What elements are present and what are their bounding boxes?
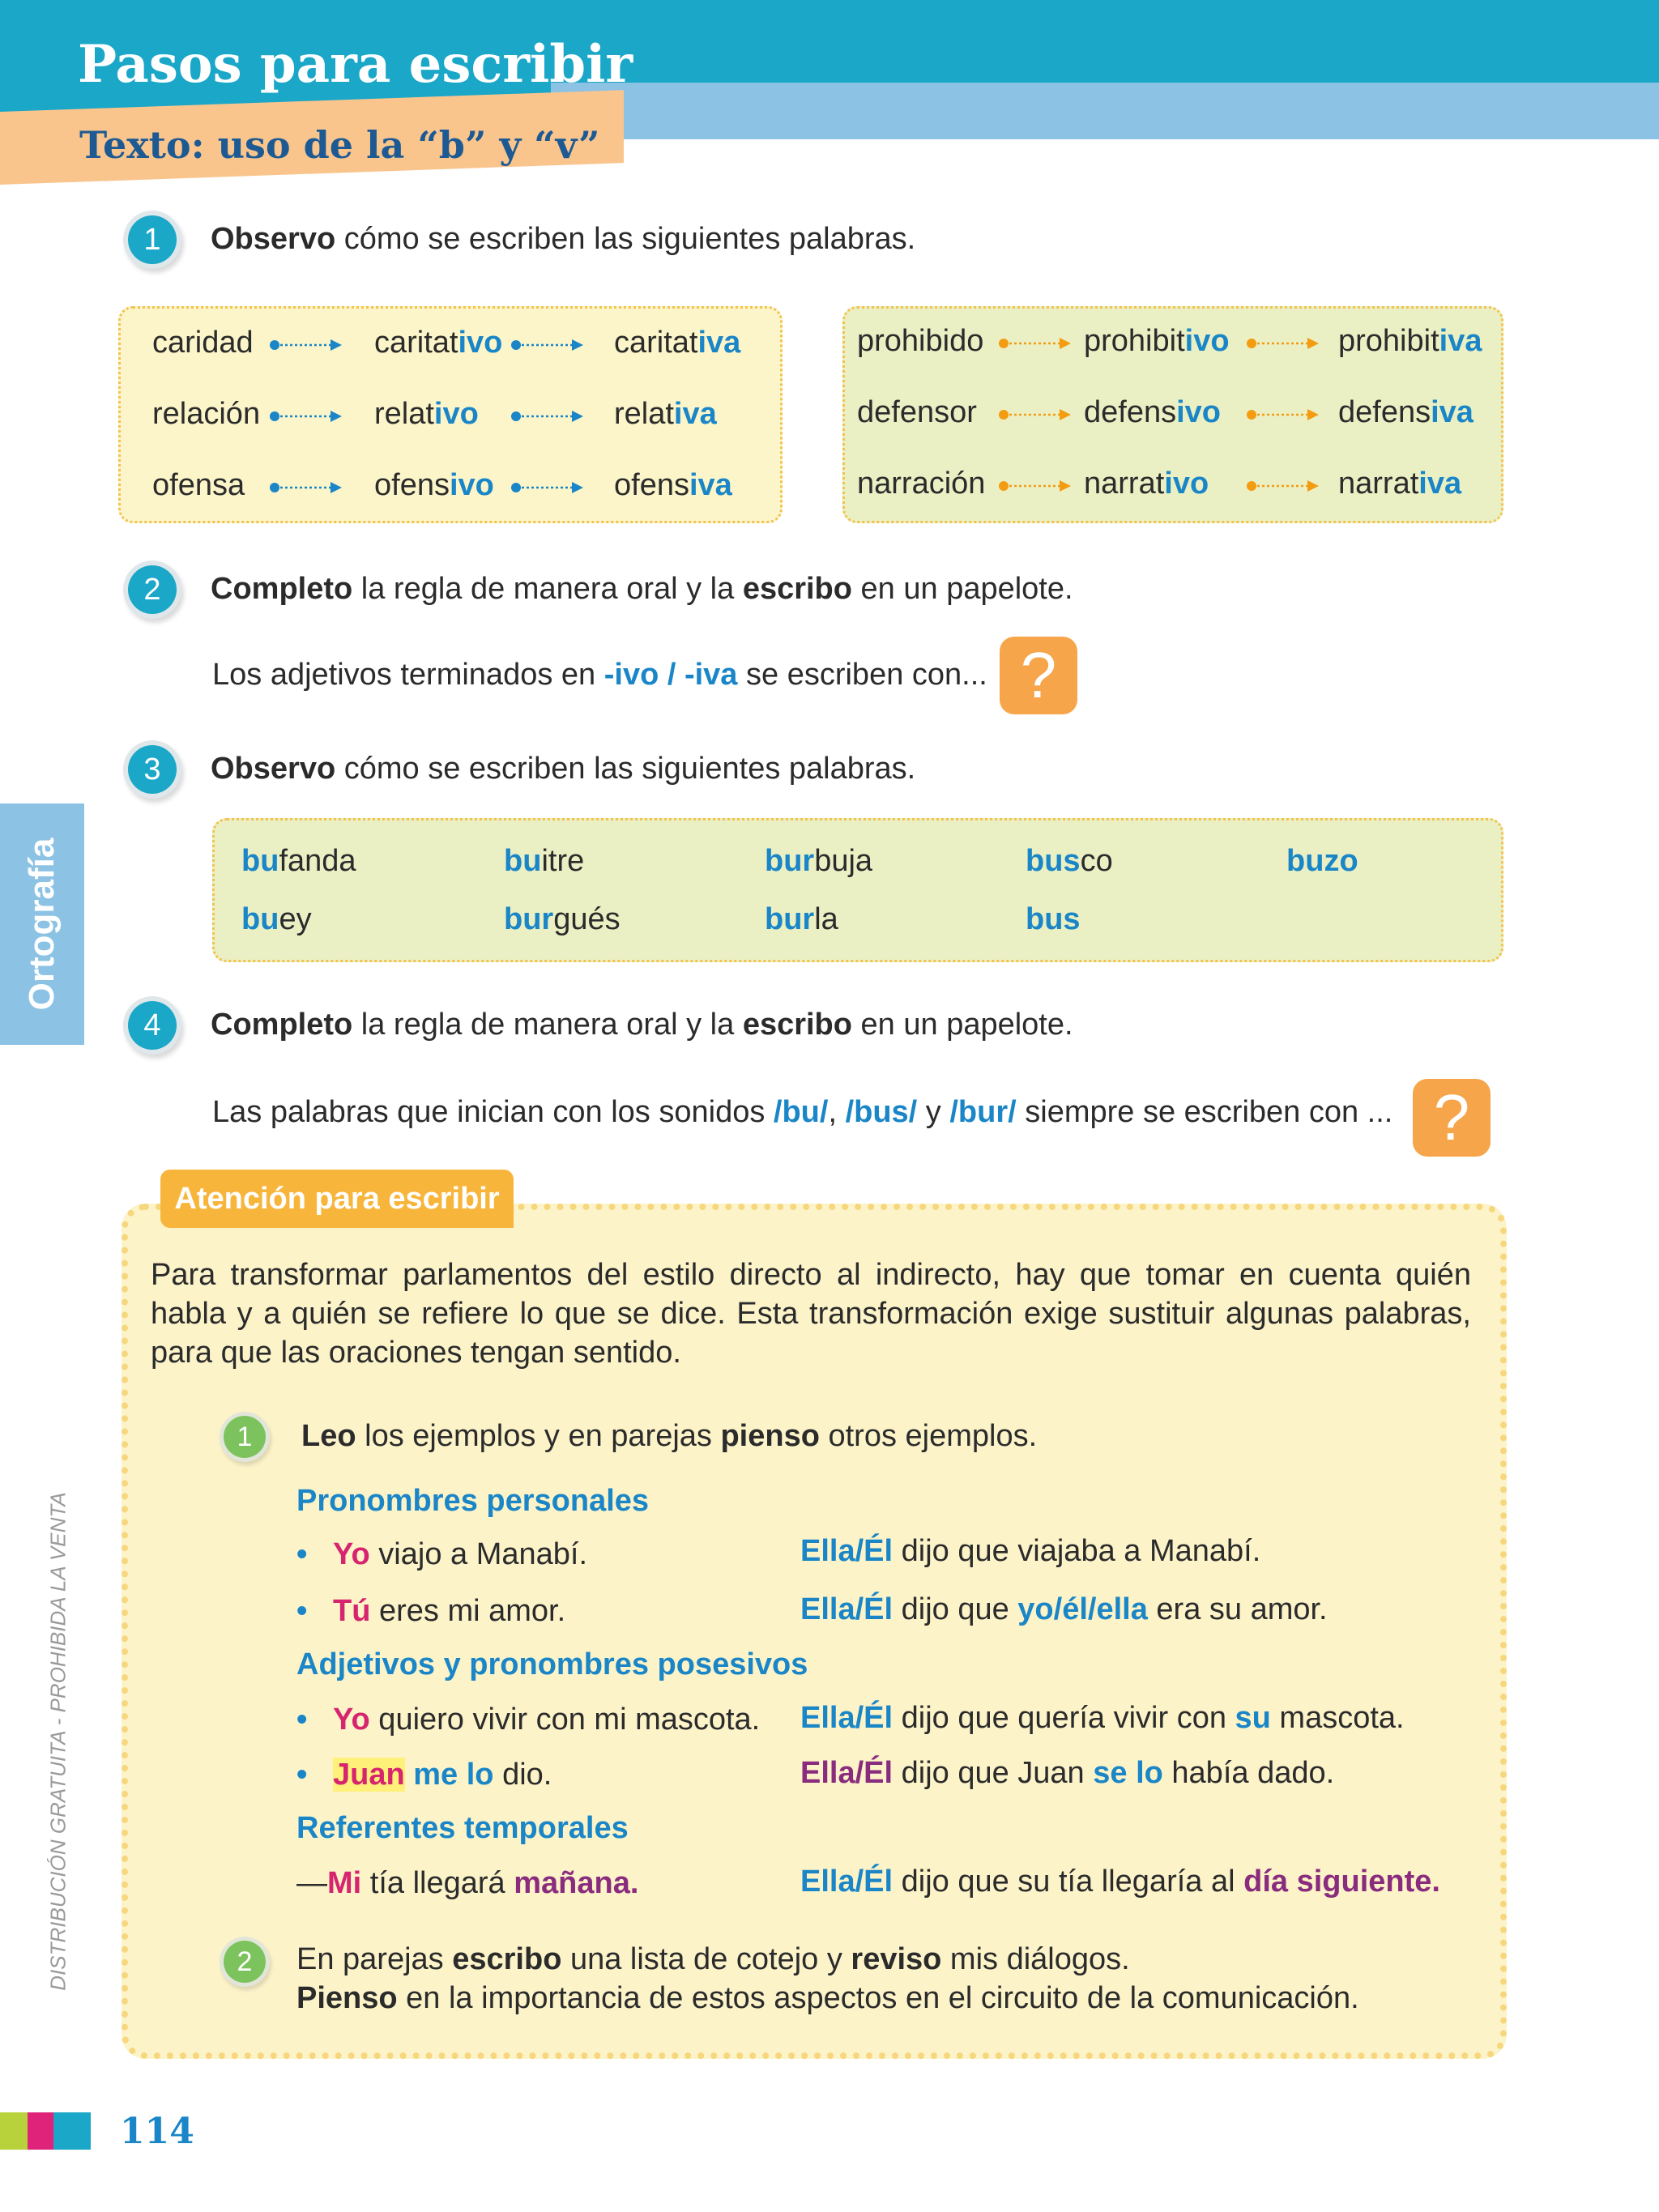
- example-indirect-2-text-b: era su amor.: [1147, 1592, 1328, 1626]
- word-stem: ofens: [374, 468, 450, 502]
- b-word: [1026, 844, 1113, 879]
- bullet: •: [296, 1758, 308, 1792]
- word-stem: prohibit: [1084, 324, 1185, 358]
- activity-2-text-1: una lista de cotejo y: [561, 1942, 851, 1976]
- step-number-4: 4: [128, 1001, 177, 1050]
- footer-stripe-pink: [28, 2112, 53, 2150]
- step-number-3: 3: [128, 745, 177, 794]
- step-2-text-1: la regla de manera oral y la: [352, 572, 743, 606]
- footer-stripe-blue: [53, 2112, 91, 2150]
- word-rest: la: [814, 902, 838, 936]
- rule-2-text-c: siempre se escriben con ...: [1016, 1095, 1393, 1129]
- box1-base-word: ofensa: [152, 468, 245, 502]
- time-manana: mañana.: [514, 1866, 639, 1900]
- box2-feminine-word: [1338, 324, 1482, 359]
- step-1-verb: Observo: [211, 222, 336, 256]
- example-direct-4-text: dio.: [493, 1758, 552, 1792]
- heading-referentes-temporales: Referentes temporales: [296, 1811, 629, 1845]
- rule-1-suffix: -ivo / -iva: [603, 658, 738, 692]
- step-number-2: 2: [128, 565, 177, 614]
- example-direct-1-text: viajo a Manabí.: [369, 1537, 588, 1571]
- ella-el: Ella/Él: [800, 1865, 893, 1899]
- pronoun-yo-el-ella: yo/él/ella: [1017, 1592, 1148, 1626]
- box2-feminine-word: [1338, 467, 1461, 501]
- side-tab-label: Ortografía: [22, 837, 62, 1011]
- step-3-instruction: [211, 752, 915, 786]
- word-rest: ey: [279, 902, 312, 936]
- time-dia-siguiente: día siguiente.: [1243, 1865, 1440, 1899]
- suffix-ivo: ivo: [1164, 467, 1209, 501]
- example-direct-5-text: tía llegará: [361, 1866, 514, 1900]
- example-indirect-5-text: dijo que su tía llegaría al: [893, 1865, 1244, 1899]
- box1-feminine-word: [614, 326, 740, 360]
- step-4-verb-1: Completo: [211, 1008, 353, 1042]
- word-stem: prohibit: [1338, 324, 1439, 358]
- b-prefix: bus: [1026, 844, 1081, 878]
- dotted-arrow-icon: [269, 479, 343, 496]
- b-word: [1286, 844, 1358, 879]
- step-2-instruction: [211, 572, 1073, 607]
- ella-el: Ella/Él: [800, 1756, 893, 1790]
- page-subtitle: Texto: uso de la “b” y “v”: [79, 123, 600, 167]
- word-stem: caritat: [374, 326, 458, 360]
- bullet: •: [296, 1703, 308, 1737]
- possessive-mi: Mi: [327, 1866, 362, 1900]
- suffix-ivo: ivo: [1184, 324, 1230, 358]
- dotted-arrow-icon: [998, 407, 1073, 423]
- suffix-iva: iva: [1431, 395, 1473, 429]
- bullet: •: [296, 1537, 308, 1571]
- example-direct-5: [296, 1866, 638, 1901]
- suffix-iva: iva: [697, 326, 741, 360]
- activity-number-1: 1: [224, 1416, 266, 1458]
- attention-tab: Atención para escribir: [160, 1170, 514, 1228]
- b-prefix: bur: [765, 902, 815, 936]
- box2-base-word: prohibido: [857, 324, 984, 358]
- rule-1-text-c: se escriben con...: [737, 658, 987, 692]
- step-3-text: cómo se escriben las siguientes palabras.: [335, 752, 916, 786]
- word-box-3: [212, 818, 1503, 962]
- word-stem: ofens: [614, 468, 689, 502]
- example-indirect-1: [800, 1534, 1260, 1569]
- box2-masculine-word: [1084, 467, 1209, 501]
- heading-adjetivos-posesivos: Adjetivos y pronombres posesivos: [296, 1647, 808, 1681]
- activity-2-line-1: [296, 1942, 1130, 1977]
- activity-1-text-1: los ejemplos y en parejas: [356, 1419, 721, 1453]
- dotted-arrow-icon: [510, 479, 585, 496]
- page-title: Pasos para escribir: [78, 34, 633, 95]
- b-prefix: bu: [504, 844, 542, 878]
- suffix-ivo: ivo: [449, 468, 494, 502]
- box2-feminine-word: [1338, 395, 1473, 430]
- dotted-arrow-icon: [1246, 478, 1320, 494]
- example-indirect-1-text: dijo que viajaba a Manabí.: [893, 1534, 1261, 1568]
- dash: —: [296, 1866, 327, 1900]
- activity-number-2: 2: [224, 1941, 266, 1983]
- b-word: [765, 844, 872, 879]
- b-prefix: bu: [241, 902, 279, 936]
- example-indirect-3-text-a: dijo que quería vivir con: [893, 1701, 1235, 1735]
- word-rest: zo: [1324, 844, 1358, 878]
- activity-1-text-2: otros ejemplos.: [819, 1419, 1038, 1453]
- dotted-arrow-icon: [269, 408, 343, 424]
- dotted-arrow-icon: [998, 335, 1073, 352]
- example-indirect-2-text-a: dijo que: [893, 1592, 1018, 1626]
- possessive-su: su: [1235, 1701, 1271, 1735]
- word-stem: defens: [1084, 395, 1177, 429]
- box2-masculine-word: [1084, 395, 1221, 430]
- box1-feminine-word: [614, 397, 717, 432]
- activity-2-line-2: [296, 1981, 1359, 2016]
- pronoun-lo: lo: [466, 1758, 494, 1792]
- name-juan: Juan: [333, 1758, 405, 1792]
- heading-pronombres-personales: Pronombres personales: [296, 1484, 650, 1518]
- box1-masculine-word: [374, 397, 479, 432]
- step-3-verb: Observo: [211, 752, 336, 786]
- step-2-verb-2: escribo: [742, 572, 852, 606]
- pronoun-yo: Yo: [333, 1537, 370, 1571]
- word-rest: itre: [541, 844, 585, 878]
- dotted-arrow-icon: [1246, 335, 1320, 352]
- rule-2-bu: /bu/: [773, 1095, 829, 1129]
- step-1-instruction: [211, 222, 915, 257]
- box1-feminine-word: [614, 468, 732, 503]
- box1-masculine-word: [374, 326, 502, 360]
- ella-el: Ella/Él: [800, 1701, 893, 1735]
- ella-el: Ella/Él: [800, 1534, 893, 1568]
- header-band-light: [551, 83, 1659, 139]
- footer-stripe-green: [0, 2112, 28, 2150]
- rule-2-bus: /bus/: [845, 1095, 918, 1129]
- b-prefix: bur: [765, 844, 815, 878]
- step-4-text-1: la regla de manera oral y la: [352, 1008, 743, 1042]
- word-stem: narrat: [1084, 467, 1165, 501]
- box1-base-word: relación: [152, 397, 261, 431]
- dotted-arrow-icon: [1246, 407, 1320, 423]
- b-prefix: bu: [241, 844, 279, 878]
- b-word: [241, 844, 356, 879]
- step-number-1: 1: [128, 215, 177, 264]
- word-stem: relat: [614, 397, 674, 431]
- box2-base-word: defensor: [857, 395, 977, 429]
- dotted-arrow-icon: [998, 478, 1073, 494]
- example-direct-2: [296, 1594, 565, 1629]
- step-4-text-2: en un papelote.: [851, 1008, 1073, 1042]
- b-prefix: bus: [1026, 902, 1081, 936]
- box2-base-word: narración: [857, 467, 986, 501]
- activity-2-verb-3: Pienso: [296, 1981, 398, 2015]
- example-indirect-4-text-b: había dado.: [1162, 1756, 1335, 1790]
- word-stem: caritat: [614, 326, 698, 360]
- question-mark-icon: ?: [1413, 1079, 1491, 1157]
- page-number: 114: [120, 2111, 194, 2152]
- example-indirect-3-text-b: mascota.: [1270, 1701, 1405, 1735]
- b-prefix: bur: [504, 902, 554, 936]
- suffix-iva: iva: [689, 468, 732, 502]
- rule-1-text-a: Los adjetivos terminados en: [212, 658, 604, 692]
- activity-2-text-0: En parejas: [296, 1942, 453, 1976]
- suffix-ivo: ivo: [1176, 395, 1221, 429]
- suffix-iva: iva: [673, 397, 717, 431]
- word-rest: fanda: [279, 844, 356, 878]
- example-direct-3-text: quiero vivir con mi mascota.: [369, 1703, 761, 1737]
- question-mark-icon: ?: [1000, 637, 1077, 714]
- rule-2-text-a: Las palabras que inician con los sonidos: [212, 1095, 774, 1129]
- step-2-text-2: en un papelote.: [851, 572, 1073, 606]
- example-indirect-3: [800, 1701, 1405, 1736]
- pronoun-me: me: [413, 1758, 458, 1792]
- pronoun-se-lo: se lo: [1093, 1756, 1163, 1790]
- activity-2-verb-2: reviso: [851, 1942, 942, 1976]
- attention-paragraph: Para transformar parlamentos del estilo directo al indirecto, hay que tomar en cuenta quién habla y a quién se refiere lo que se dice. Esta transformación exige sustituir algunas palabras, para que las oraciones tengan sentido.: [151, 1258, 1471, 1370]
- step-4-verb-2: escribo: [742, 1008, 852, 1042]
- suffix-ivo: ivo: [433, 397, 479, 431]
- bullet: •: [296, 1594, 308, 1628]
- pronoun-yo: Yo: [333, 1703, 370, 1737]
- word-stem: narrat: [1338, 467, 1419, 501]
- step-1-text: cómo se escriben las siguientes palabras.: [335, 222, 916, 256]
- example-indirect-5: [800, 1865, 1440, 1899]
- activity-2-verb-1: escribo: [452, 1942, 562, 1976]
- example-direct-3: [296, 1703, 760, 1737]
- rule-2-sep-2: y: [917, 1095, 950, 1129]
- rule-2-sep-1: ,: [828, 1095, 846, 1129]
- box1-masculine-word: [374, 468, 494, 503]
- rule-ivo-iva: [212, 658, 987, 693]
- example-direct-4: [296, 1758, 552, 1792]
- activity-1-instruction: [301, 1419, 1037, 1454]
- example-direct-1: [296, 1537, 587, 1572]
- word-stem: defens: [1338, 395, 1431, 429]
- step-2-verb-1: Completo: [211, 572, 353, 606]
- b-word: [1026, 902, 1081, 937]
- b-word: [241, 902, 312, 937]
- dotted-arrow-icon: [510, 337, 585, 353]
- pronoun-tu: Tú: [333, 1594, 371, 1628]
- example-direct-2-text: eres mi amor.: [370, 1594, 566, 1628]
- suffix-ivo: ivo: [458, 326, 503, 360]
- ella-el: Ella/Él: [800, 1592, 893, 1626]
- example-indirect-4-text-a: dijo que Juan: [893, 1756, 1094, 1790]
- rule-bu-bus-bur: [212, 1095, 1392, 1130]
- dotted-arrow-icon: [269, 337, 343, 353]
- rule-2-bur: /bur/: [949, 1095, 1017, 1129]
- b-prefix: bu: [1286, 844, 1324, 878]
- example-indirect-4: [800, 1756, 1334, 1791]
- space: [458, 1758, 467, 1792]
- word-stem: relat: [374, 397, 434, 431]
- space: [405, 1758, 414, 1792]
- step-4-instruction: [211, 1008, 1073, 1042]
- suffix-iva: iva: [1418, 467, 1462, 501]
- box1-base-word: caridad: [152, 326, 254, 360]
- example-indirect-2: [800, 1592, 1328, 1627]
- activity-1-verb-1: Leo: [301, 1419, 356, 1453]
- activity-2-text-2: mis diálogos.: [941, 1942, 1130, 1976]
- activity-1-verb-2: pienso: [720, 1419, 820, 1453]
- b-word: [504, 844, 584, 879]
- distribution-note: DISTRIBUCIÓN GRATUITA - PROHIBIDA LA VENTA: [45, 1492, 70, 1991]
- word-rest: co: [1080, 844, 1113, 878]
- dotted-arrow-icon: [510, 408, 585, 424]
- word-rest: gués: [553, 902, 621, 936]
- box2-masculine-word: [1084, 324, 1230, 359]
- suffix-iva: iva: [1439, 324, 1482, 358]
- activity-2-text-3: en la importancia de estos aspectos en el circuito de la comunicación.: [397, 1981, 1359, 2015]
- word-rest: buja: [814, 844, 873, 878]
- b-word: [504, 902, 621, 937]
- b-word: [765, 902, 838, 937]
